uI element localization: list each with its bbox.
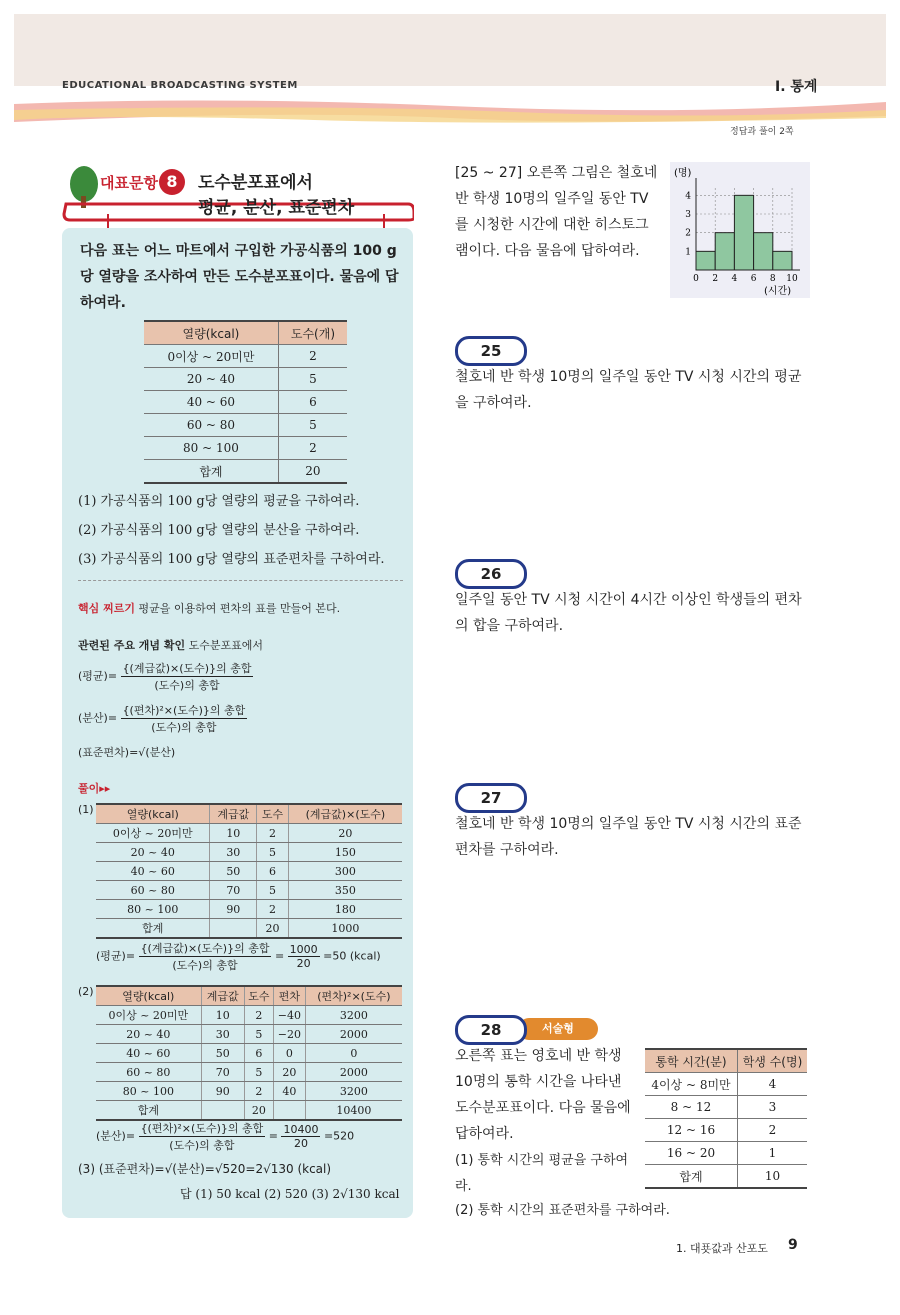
table-header: 도수 [257, 804, 289, 824]
x-tick-label: 6 [750, 274, 757, 284]
table-row: 12 ~ 16 2 [645, 1119, 807, 1142]
table-row: 40 ~ 60 50 6 0 0 [96, 1044, 402, 1063]
y-tick-label: 1 [685, 247, 691, 258]
x-tick-label: 10 [786, 274, 798, 284]
variance-table: 열량(kcal) 계급값 도수 편차 (편차)²×(도수) 0이상 ~ 20미만 10 2 −40 3200 20 ~ 40 30 5 −20 2000 40 ~ 60 50 6 0 0 60 ~ 80 70 5 20 2000 80 ~ 100 90 2 40 3200 합계 20 10400 [96, 985, 402, 1121]
table-header: 열량(kcal) [144, 321, 278, 345]
table-row: 0이상 ~ 20미만 2 [144, 345, 347, 368]
table-row: 20 ~ 40 30 5 150 [96, 843, 402, 862]
question-2: (2) 가공식품의 100 g당 열량의 분산을 구하여라. [78, 523, 360, 538]
problem-26-badge: 26 [455, 559, 527, 589]
concept-text: 도수분포표에서 [188, 639, 264, 652]
x-tick-label: 8 [769, 274, 776, 284]
histogram-bar [696, 251, 715, 270]
table-row: 0이상 ~ 20미만 10 2 −40 3200 [96, 1006, 402, 1025]
table-row: 합계 20 [144, 460, 347, 484]
problem-title-2: 평균, 분산, 표준편차 [198, 198, 355, 218]
solution-2-number: (2) [78, 985, 94, 998]
table-row: 20 ~ 40 5 [144, 368, 347, 391]
table-row: 60 ~ 80 5 [144, 414, 347, 437]
formula-lhs: (평균)= [78, 669, 118, 683]
set-intro: [25 ~ 27] 오른쪽 그림은 철호네 반 학생 10명의 일주일 동안 TV를 시청한 시간에 대한 히스토그램이다. 다음 물음에 답하여라. [455, 165, 658, 259]
concept-label: 관련된 주요 개념 확인 [78, 639, 186, 652]
x-axis-label: (시간) [764, 286, 792, 297]
question-28-2: (2) 통학 시간의 표준편차를 구하여라. [455, 1203, 670, 1218]
y-tick-label: 3 [685, 210, 691, 220]
question-1: (1) 가공식품의 100 g당 열량의 평균을 구하여라. [78, 494, 360, 509]
table-row: 합계 10 [645, 1165, 807, 1189]
histogram-bar [715, 233, 734, 270]
x-tick-label: 2 [712, 274, 719, 284]
table-row: 8 ~ 12 3 [645, 1096, 807, 1119]
table-row: 40 ~ 60 50 6 300 [96, 862, 402, 881]
question-25: 철호네 반 학생 10명의 일주일 동안 TV 시청 시간의 평균을 구하여라. [455, 369, 802, 411]
histogram [670, 162, 810, 298]
publisher-name: EDUCATIONAL BROADCASTING SYSTEM [62, 80, 298, 91]
question-28: 오른쪽 표는 영호네 반 학생 10명의 통학 시간을 나타낸 도수분포표이다. 다음 물음에 답하여라. [455, 1048, 631, 1142]
x-tick-label: 4 [731, 274, 738, 284]
problem-27-badge: 27 [455, 783, 527, 813]
formula-denominator: (도수)의 총합 [151, 721, 217, 734]
histogram-bar [734, 195, 753, 270]
hint-label: 핵심 찌르기 [78, 602, 135, 615]
y-tick-label: 2 [685, 228, 691, 239]
formula-denominator: (도수)의 총합 [154, 679, 220, 692]
hint-text: 평균을 이용하여 편차의 표를 만들어 본다. [138, 602, 341, 615]
question-26: 일주일 동안 TV 시청 시간이 4시간 이상인 학생들의 편차의 합을 구하여라. [455, 592, 802, 634]
table-row: 60 ~ 80 70 5 20 2000 [96, 1063, 402, 1082]
table-row: 16 ~ 20 1 [645, 1142, 807, 1165]
chapter-label: Ⅰ. 통계 [775, 79, 818, 95]
table-row: 60 ~ 80 70 5 350 [96, 881, 402, 900]
question-27: 철호네 반 학생 10명의 일주일 동안 TV 시청 시간의 표준편차를 구하여라. [455, 816, 802, 858]
table-row: 0이상 ~ 20미만 10 2 20 [96, 824, 402, 843]
sd-calculation: (3) (표준편차)=√(분산)=√520=2√130 (kcal) [78, 1162, 332, 1176]
footer-section: 1. 대푯값과 산포도 [676, 1242, 768, 1255]
concept [78, 637, 263, 653]
sd-formula: (표준편차)=√(분산) [78, 746, 176, 759]
problem-number: 8 [159, 169, 185, 195]
question-28-1: (1) 통학 시간의 평균을 구하여라. [455, 1153, 629, 1194]
question-3: (3) 가공식품의 100 g당 열량의 표준편차를 구하여라. [78, 552, 385, 567]
problem-badge-label: 대표문항 [100, 174, 158, 192]
mean-formula [78, 660, 253, 693]
mean-table [96, 803, 402, 939]
table-header: 열량(kcal) [96, 804, 210, 824]
problem-intro: 다음 표는 어느 마트에서 구입한 가공식품의 100 g당 열량을 조사하여 만든 도수분포표이다. 물음에 답하여라. [80, 243, 399, 311]
frequency-table [144, 320, 347, 484]
divider [78, 580, 403, 581]
solution-label: 풀이▸▸ [78, 782, 111, 795]
x-tick-label: 0 [693, 274, 699, 284]
page-number: 9 [788, 1237, 798, 1253]
header-band [14, 14, 886, 86]
serial-type-badge: 서술형 [518, 1018, 598, 1040]
hint [78, 600, 340, 616]
table-row: 합계 20 10400 [96, 1101, 402, 1121]
table-row: 20 ~ 40 30 5 −20 2000 [96, 1025, 402, 1044]
table-header: 도수(개) [278, 321, 347, 345]
table-row: 4이상 ~ 8미만 4 [645, 1073, 807, 1096]
formula-lhs: (분산)= [78, 711, 118, 725]
table-row: 40 ~ 60 6 [144, 391, 347, 414]
answer-reference: 정답과 풀이 2쪽 [730, 127, 794, 137]
mean-calculation: (평균)= $\frac{\text{\{(계급값)×(도수)\}의 총합}}{\text{(도수)의 총합}}$ = $\frac{1000}{20}$ =50 (kcal) [96, 942, 381, 972]
problem-28-badge: 28 [455, 1015, 527, 1045]
variance-calculation: (분산)= $\frac{\text{\{(편차)²×(도수)\}의 총합}}{\text{(도수)의 총합}}$ = $\frac{10400}{20}$ =520 [96, 1122, 355, 1152]
solution-1-number: (1) [78, 803, 94, 816]
table-row: 80 ~ 100 90 2 40 3200 [96, 1082, 402, 1101]
histogram-bar [754, 233, 773, 270]
y-tick-label: 4 [685, 191, 691, 202]
table-row: 80 ~ 100 90 2 180 [96, 900, 402, 919]
formula-numerator: {(계급값)×(도수)}의 총합 [122, 662, 252, 675]
table-row: 합계 20 1000 [96, 919, 402, 939]
variance-formula [78, 702, 247, 735]
table-header: 계급값 [210, 804, 257, 824]
histogram-bar [773, 251, 792, 270]
y-axis-label: (명) [674, 168, 692, 179]
problem-title-1: 도수분포표에서 [198, 173, 313, 193]
formula-numerator: {(편차)²×(도수)}의 총합 [122, 704, 246, 717]
commute-table: 통학 시간(분) 학생 수(명) 4이상 ~ 8미만 4 8 ~ 12 3 12 ~ 16 2 16 ~ 20 1 합계 10 [645, 1048, 807, 1189]
table-header: (계급값)×(도수) [288, 804, 402, 824]
answer: 답 (1) 50 kcal (2) 520 (3) 2√130 kcal [180, 1187, 400, 1201]
problem-25-badge: 25 [455, 336, 527, 366]
table-row: 80 ~ 100 2 [144, 437, 347, 460]
